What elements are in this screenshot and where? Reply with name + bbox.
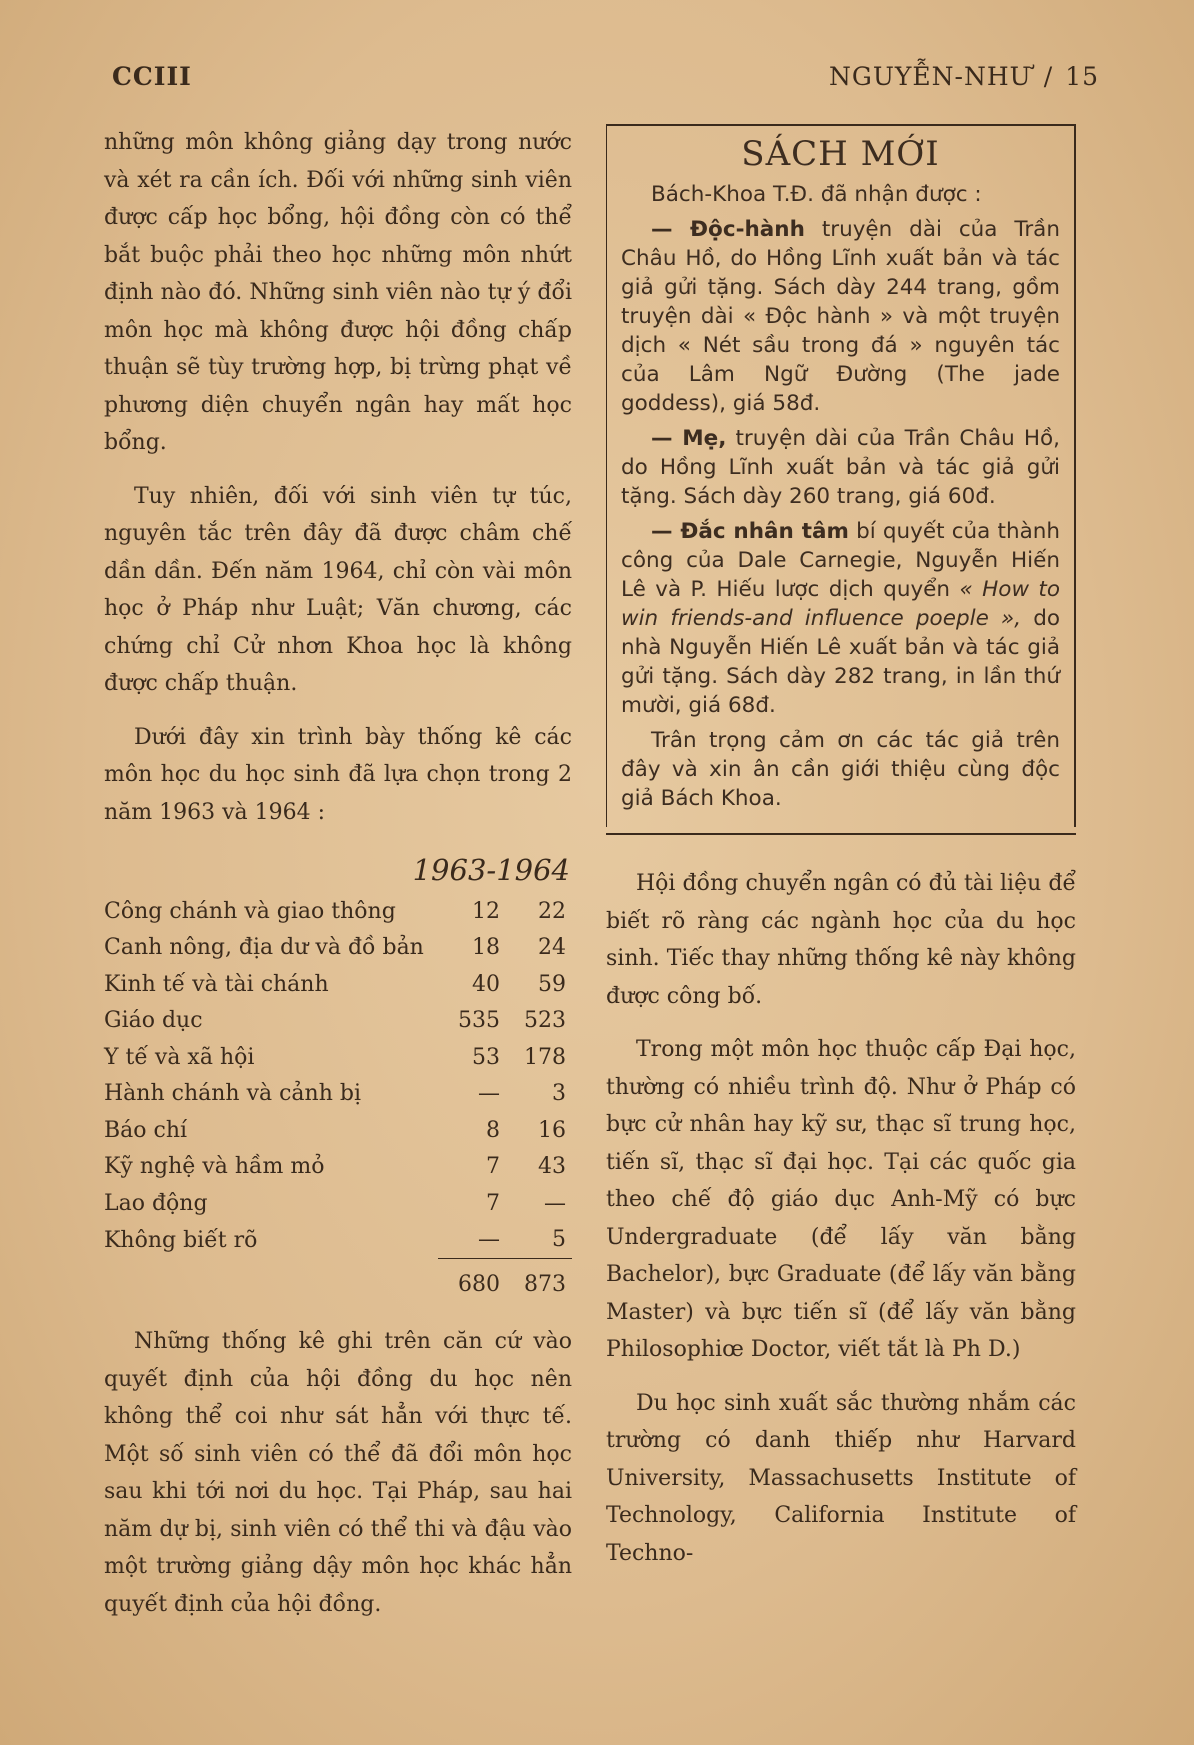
- page-header: [112, 62, 1099, 96]
- right-column: [606, 124, 1076, 1588]
- total-1964: 873: [524, 1271, 566, 1297]
- box-bottom-rule: [606, 833, 1076, 835]
- value-1964: 24: [538, 935, 566, 961]
- row-label: Kỹ nghệ và hầm mỏ: [104, 1154, 325, 1180]
- table-row: [104, 1003, 572, 1040]
- paragraph: Dưới đây xin trình bày thống kê các môn học du học sinh đã lựa chọn trong 2 năm 1963 và 1964 :: [104, 724, 572, 825]
- paragraph: Trong một môn học thuộc cấp Đại học, thường có nhiều trình độ. Như ở Pháp có bực cử nhân hay kỹ sư, thạc sĩ trung học, tiến sĩ, thạc sĩ đại học. Tại các quốc gia theo chế độ giáo dục Anh-Mỹ có bực Undergraduate (để lấy văn bằng Bachelor), bực Graduate (để lấy văn bằng Master) và bực tiến sĩ (để lấy văn bằng Philosophiœ Doctor, viết tắt là Ph D.): [606, 1037, 1076, 1362]
- row-label: Canh nông, địa dư và đồ bản: [104, 935, 424, 961]
- value-1964: 59: [538, 971, 566, 997]
- running-head: [829, 62, 1099, 91]
- value-1964: 16: [538, 1117, 566, 1143]
- book-description: truyện dài của Trần Châu Hồ, do Hồng Lĩnh xuất bản và tác giả gửi tặng. Sách dày 244 trang, gồm truyện dài « Độc hành » và một truyện dịch « Nét sầu trong đá » nguyên tác của Lâm Ngữ Đường (The jade goddess), giá 58đ.: [621, 217, 1060, 416]
- value-1963: 7: [486, 1190, 500, 1216]
- english-title: « How to win friends-and influence poeple »,: [621, 577, 1061, 631]
- box-intro: Bách-Khoa T.Đ. đã nhận được :: [651, 182, 982, 207]
- row-label: Không biết rõ: [104, 1227, 258, 1253]
- value-1963: —: [478, 1081, 500, 1107]
- paragraph: Những thống kê ghi trên căn cứ vào quyết định của hội đồng du học nên không thể coi như sát hẳn với thực tế. Một số sinh viên có thể đã đổi môn học sau khi tới nơi du học. Tại Pháp, sau hai năm dự bị, sinh viên có thể thi và đậu vào một trường giảng dậy môn học khác hẳn quyết định của hội đồng.: [104, 1329, 572, 1617]
- table-row: [104, 1076, 572, 1113]
- paragraph: Tuy nhiên, đối với sinh viên tự túc, nguyên tắc trên đây đã được châm chế dần dần. Đến năm 1964, chỉ còn vài môn học ở Pháp như Luật; Văn chương, các chứng chỉ Cử nhơn Khoa học là không được chấp thuận.: [104, 483, 572, 696]
- row-label: Báo chí: [104, 1117, 188, 1143]
- total-row: [104, 1259, 572, 1310]
- table-row: [104, 1185, 572, 1222]
- statistics-table: [104, 847, 572, 1309]
- new-books-box: [606, 124, 1076, 827]
- box-thanks: Trân trọng cảm ơn các tác giả trên đây và xin ân cần giới thiệu cùng độc giả Bách Khoa.: [621, 728, 1060, 811]
- years-heading: 1963-1964: [412, 853, 570, 887]
- row-label: Kinh tế và tài chánh: [104, 971, 329, 997]
- table-row: [104, 1222, 572, 1259]
- value-1963: 7: [486, 1154, 500, 1180]
- value-1963: 8: [486, 1117, 500, 1143]
- table-row: [104, 1112, 572, 1149]
- table-row: [104, 1149, 572, 1186]
- issue-number: CCIII: [112, 62, 192, 91]
- table-row: [104, 966, 572, 1003]
- value-1964: 178: [524, 1044, 566, 1070]
- book-description: do nhà Nguyễn Hiến Lê xuất bản và tác giả gửi tặng. Sách dày 282 trang, in lần thứ mười, giá 68đ.: [621, 606, 1060, 718]
- header-separator: /: [1043, 62, 1054, 91]
- table-row: [104, 893, 572, 930]
- value-1964: 22: [538, 898, 566, 924]
- total-1963: 680: [458, 1271, 500, 1297]
- book-description: bí quyết của thành công của Dale Carnegie, Nguyễn Hiến Lê và P. Hiếu lược dịch quyển: [621, 519, 1061, 602]
- paragraph: Hội đồng chuyển ngân có đủ tài liệu để biết rõ ràng các ngành học của du học sinh. Tiếc thay những thống kê này không được công bố.: [606, 871, 1076, 1009]
- left-column: [104, 124, 572, 1639]
- row-label: Giáo dục: [104, 1008, 203, 1034]
- value-1963: —: [438, 1222, 514, 1259]
- book-entry: [621, 424, 1060, 511]
- table-row: [104, 1039, 572, 1076]
- value-1963: 18: [472, 935, 500, 961]
- value-1964: 5: [514, 1222, 572, 1259]
- row-label: Y tế và xã hội: [104, 1044, 255, 1070]
- row-label: Hành chánh và cảnh bị: [104, 1081, 361, 1107]
- value-1964: 43: [538, 1154, 566, 1180]
- value-1963: 535: [458, 1008, 500, 1034]
- value-1963: 53: [472, 1044, 500, 1070]
- row-label: Lao động: [104, 1190, 208, 1216]
- page-number: 15: [1065, 62, 1099, 91]
- book-entry: [621, 215, 1060, 418]
- value-1964: 3: [552, 1081, 566, 1107]
- value-1963: 40: [472, 971, 500, 997]
- table-row: [104, 930, 572, 967]
- book-title: — Độc-hành: [651, 217, 805, 242]
- box-title: SÁCH MỚI: [741, 134, 940, 174]
- value-1963: 12: [472, 898, 500, 924]
- value-1964: —: [544, 1190, 566, 1216]
- row-label: Công chánh và giao thông: [104, 898, 396, 924]
- book-title: — Mẹ,: [651, 426, 727, 451]
- paragraph: những môn không giảng dạy trong nước và xét ra cần ích. Đối với những sinh viên được cấp học bổng, hội đồng còn có thể bắt buộc phải theo học những môn nhứt định nào đó. Những sinh viên nào tự ý đổi môn học mà không được hội đồng chấp thuận sẽ tùy trường hợp, bị trừng phạt về phương diện chuyển ngân hay mất học bổng.: [104, 130, 572, 455]
- book-description: truyện dài của Trần Châu Hồ, do Hồng Lĩnh xuất bản và tác giả gửi tặng. Sách dày 260 trang, giá 60đ.: [621, 426, 1060, 509]
- author-name: NGUYỄN-NHƯ: [829, 62, 1032, 91]
- value-1964: 523: [524, 1008, 566, 1034]
- paragraph: Du học sinh xuất sắc thường nhắm các trường có danh thiếp như Harvard University, Massachusetts Institute of Technology, California Institute of Techno-: [606, 1390, 1076, 1566]
- book-title: — Đắc nhân tâm: [651, 519, 849, 544]
- book-entry: [621, 517, 1060, 720]
